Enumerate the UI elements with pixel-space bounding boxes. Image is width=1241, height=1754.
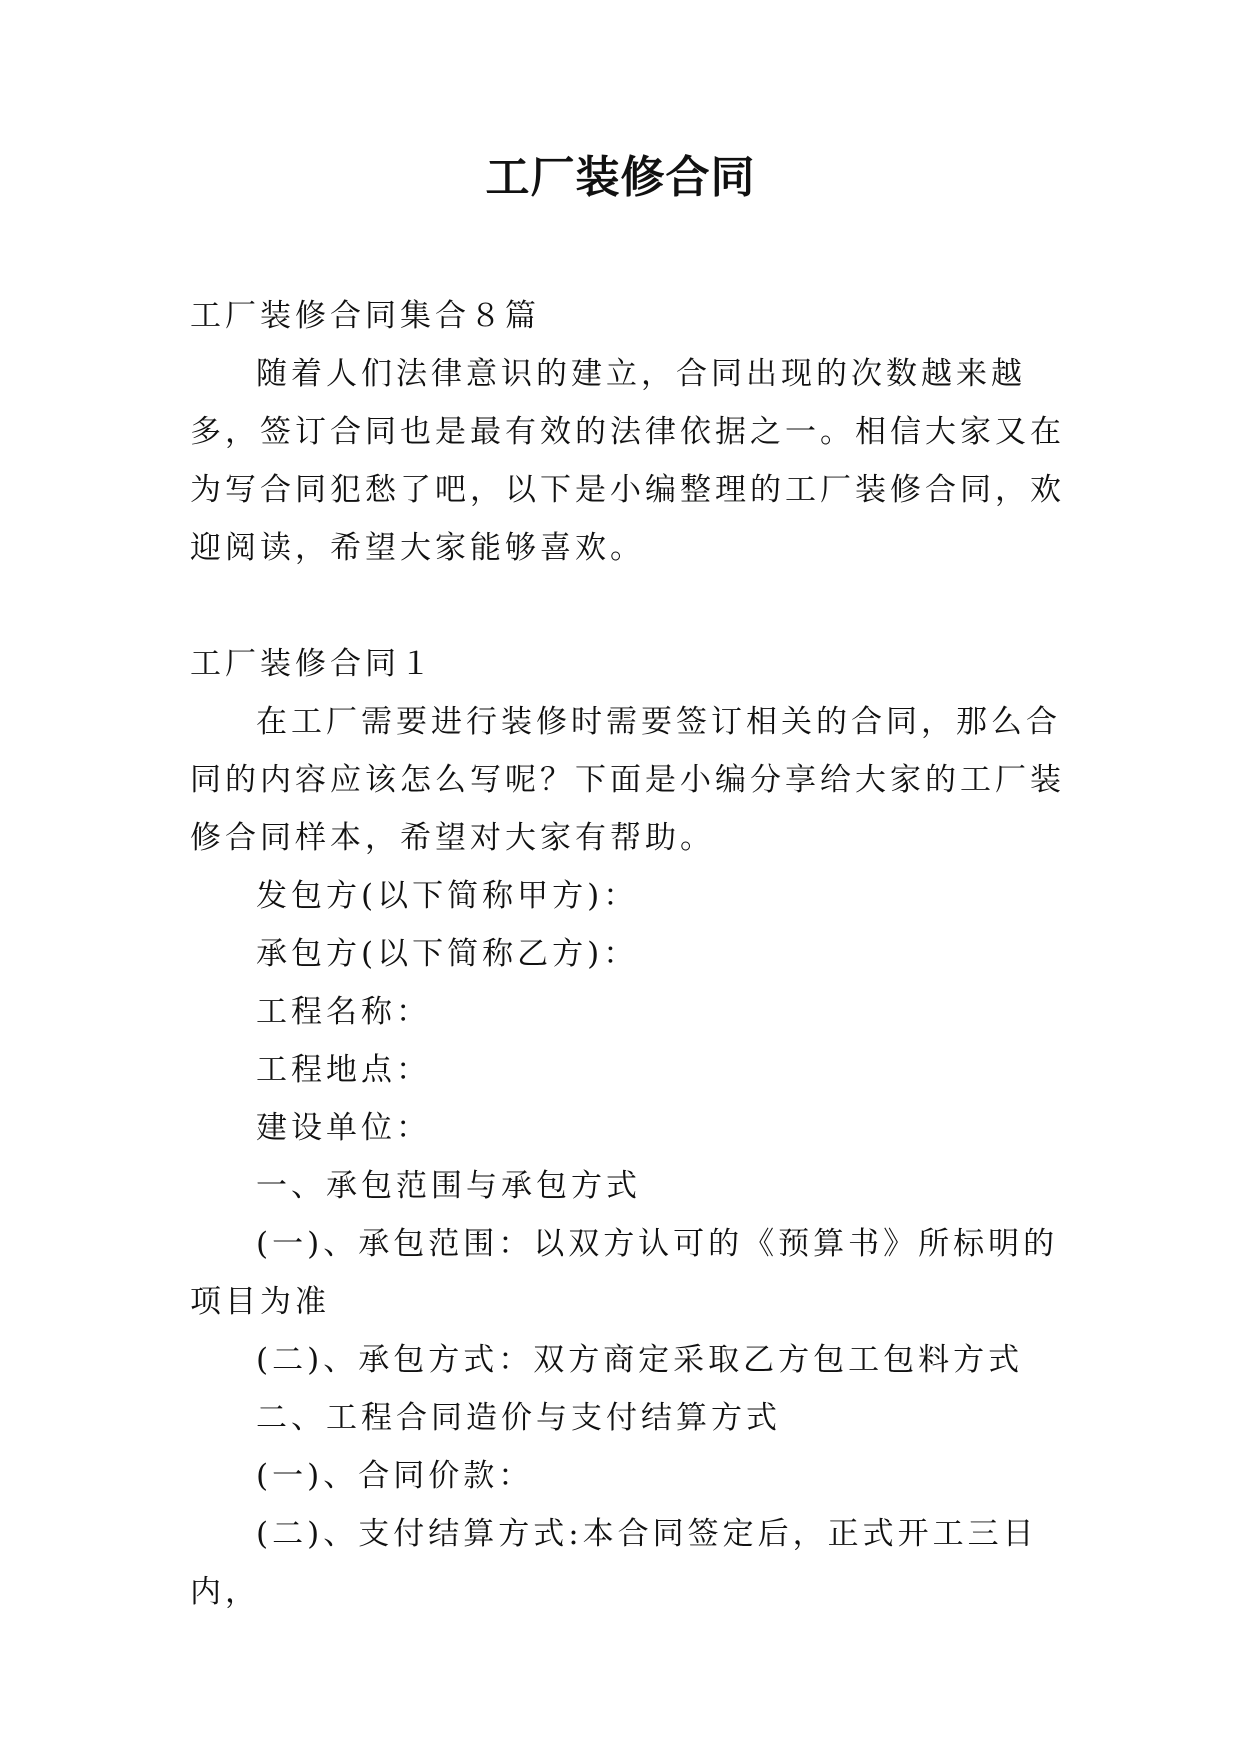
clause-item: (一)、承包范围：以双方认可的《预算书》所标明的项目为准 — [190, 1226, 1059, 1320]
project-location-line: 工程地点： — [256, 1052, 431, 1088]
document-title: 工厂装修合同 — [485, 152, 756, 203]
clause-item: (一)、合同价款： — [256, 1458, 534, 1494]
project-name-line: 工程名称： — [256, 994, 431, 1030]
clause-heading: 二、工程合同造价与支付结算方式 — [256, 1400, 781, 1436]
document-body — [190, 287, 1070, 1610]
paragraph-gap — [190, 577, 1070, 635]
clause-heading: 一、承包范围与承包方式 — [256, 1168, 641, 1204]
document-subtitle: 工厂装修合同集合８篇 — [190, 298, 540, 334]
party-a-line: 发包方(以下简称甲方)： — [256, 878, 639, 914]
construction-unit-line: 建设单位： — [256, 1110, 431, 1146]
section-heading: 工厂装修合同１ — [190, 646, 435, 682]
intro-paragraph: 随着人们法律意识的建立，合同出现的次数越来越多，签订合同也是最有效的法律依据之一。相信大家又在为写合同犯愁了吧，以下是小编整理的工厂装修合同，欢迎阅读，希望大家能够喜欢。 — [190, 356, 1065, 566]
party-b-line: 承包方(以下简称乙方)： — [256, 936, 639, 972]
clause-item: (二)、支付结算方式:本合同签定后，正式开工三日内， — [190, 1516, 1038, 1610]
body-paragraph: 在工厂需要进行装修时需要签订相关的合同，那么合同的内容应该怎么写呢？下面是小编分享给大家的工厂装修合同样本，希望对大家有帮助。 — [190, 704, 1065, 856]
clause-item: (二)、承包方式：双方商定采取乙方包工包料方式 — [256, 1342, 1024, 1378]
